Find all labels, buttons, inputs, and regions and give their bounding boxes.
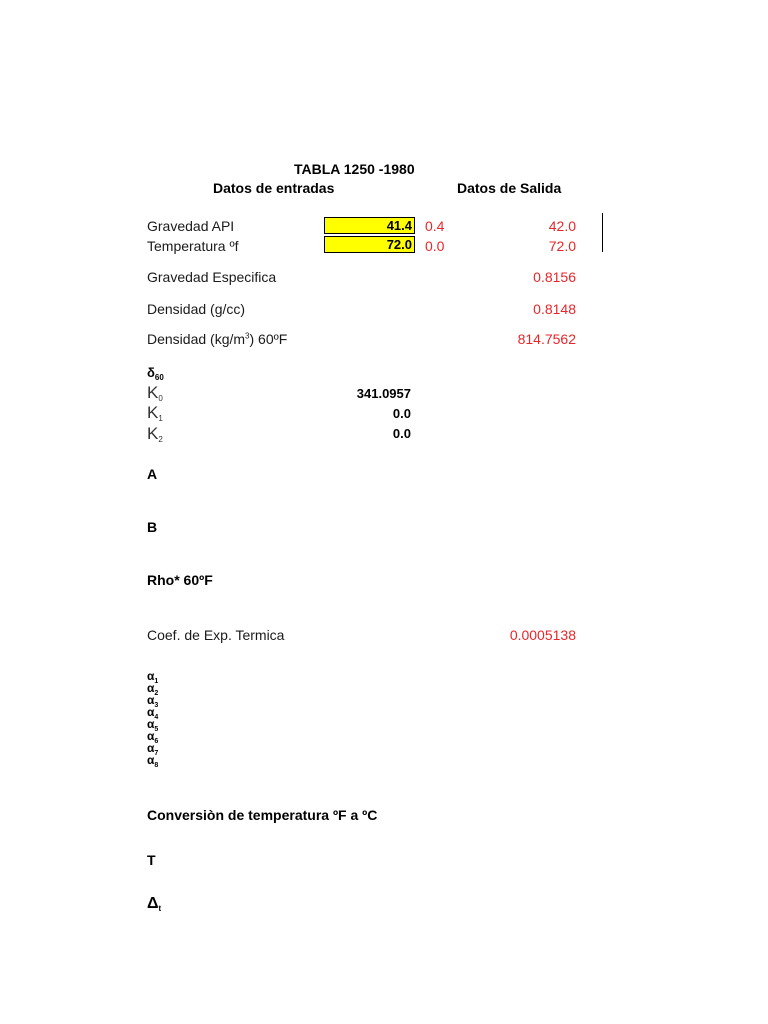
k0-value: 341.0957	[356, 386, 411, 401]
density-kgm3-label: Densidad $(kg/m^3)$ 60ºF	[147, 331, 288, 347]
temperature-delta: 0.0	[425, 238, 445, 254]
temperature-input[interactable]: 72.0	[324, 236, 415, 253]
specific-gravity-output: 0.8156	[533, 269, 576, 285]
label-t: T	[147, 852, 156, 868]
k1-symbol: $K_1$	[147, 403, 163, 423]
density-gcc-output: 0.8148	[533, 301, 576, 317]
density-kgm3-output: 814.7562	[517, 331, 576, 347]
api-gravity-label: Gravedad API	[147, 218, 235, 234]
label-delta-t: $\Delta_t$	[147, 895, 162, 913]
alpha-5: $\alpha_5$	[147, 717, 159, 733]
text-cursor-bar	[602, 213, 603, 252]
temperature-conversion-heading: Conversiòn de temperatura ºF a ºC	[147, 807, 378, 823]
density-gcc-label: Densidad (g/cc)	[147, 301, 246, 317]
k2-symbol: $K_2$	[147, 424, 163, 444]
delta60-symbol: $\delta_{60}$	[147, 365, 164, 382]
k2-value: 0.0	[392, 426, 411, 441]
alpha-2: $\alpha_2$	[147, 681, 159, 697]
thermal-expansion-output: 0.0005138	[509, 627, 576, 643]
temperature-label: Temperatura ºf	[147, 238, 239, 254]
api-gravity-output: 42.0	[548, 218, 576, 234]
api-gravity-delta: 0.4	[425, 218, 445, 234]
label-rho: Rho* 60ºF	[147, 572, 213, 588]
table-title: TABLA 1250 -1980	[294, 161, 415, 177]
alpha-4: $\alpha_4$	[147, 705, 159, 721]
alpha-8: $\alpha_8$	[147, 753, 159, 769]
specific-gravity-label: Gravedad Especifica	[147, 269, 277, 285]
alpha-6: $\alpha_6$	[147, 729, 159, 745]
label-a: A	[147, 466, 158, 482]
alpha-1: $\alpha_1$	[147, 669, 159, 685]
inputs-heading: Datos de entradas	[213, 180, 335, 196]
k1-value: 0.0	[392, 406, 411, 421]
outputs-heading: Datos de Salida	[457, 180, 562, 196]
alpha-7: $\alpha_7$	[147, 741, 159, 757]
thermal-expansion-label: Coef. de Exp. Termica	[147, 627, 285, 643]
alpha-3: $\alpha_3$	[147, 693, 159, 709]
label-b: B	[147, 519, 158, 535]
k0-symbol: $K_0$	[147, 383, 163, 403]
temperature-output: 72.0	[548, 238, 576, 254]
api-gravity-input[interactable]: 41.4	[324, 217, 415, 234]
